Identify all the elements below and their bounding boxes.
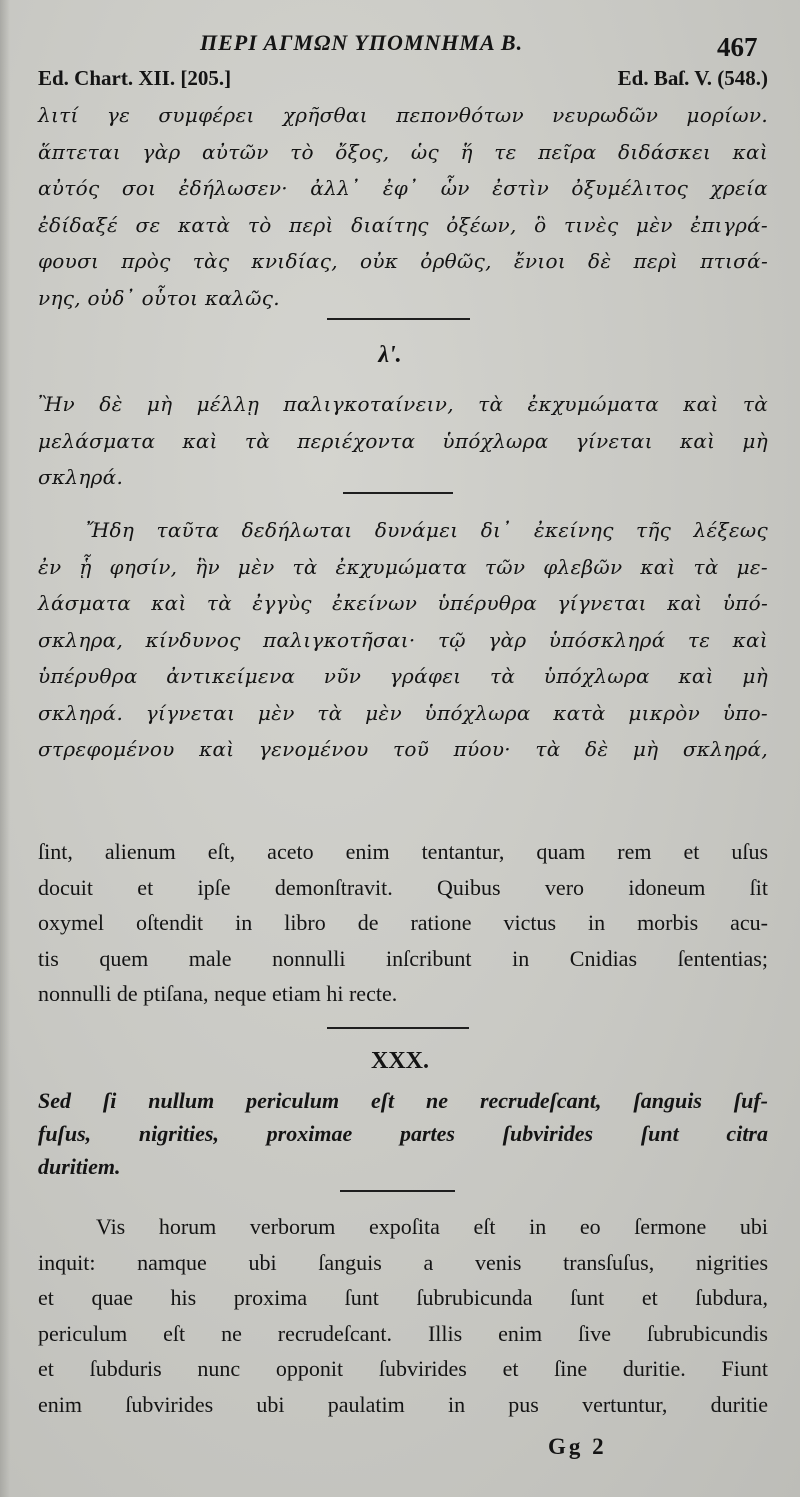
section-divider-rule (327, 318, 470, 320)
greek-paragraph (38, 97, 768, 316)
text-line: Ἢν δὲ μὴ μέλλῃ παλιγκοταίνειν, τὰ ἐκχυμώματα καὶ τὰ (38, 392, 768, 416)
text-line: Sed ſi nullum periculum eſt ne recrudeſcant, ſanguis ſuf- (38, 1088, 768, 1113)
text-line: periculum eſt ne recrudeſcant. Illis enim ſive ſubrubicundis (38, 1320, 768, 1346)
running-title: ΠΕΡΙ ΑΓΜΩΝ ΥΠΟΜΝΗΜΑ Β. (200, 30, 524, 55)
text-line: φουσι πρὸς τὰς κνιδίας, οὐκ ὀρθῶς, ἔνιοι δὲ περὶ πτισά- (38, 249, 768, 273)
latin-commentary (38, 1209, 768, 1422)
latin-section-number: XXX. (371, 1048, 429, 1074)
edition-reference-line (38, 66, 768, 96)
edition-chartier-ref: Ed. Chart. XII. [205.] (38, 66, 232, 90)
lemma-divider-rule (340, 1190, 455, 1192)
page-number: 467 (717, 32, 758, 62)
signature-mark: Gg 2 (548, 1434, 607, 1459)
text-line: docuit et ipſe demonſtravit. Quibus vero idoneum ſit (38, 874, 768, 900)
text-line: αὐτός σοι ἐδήλωσεν· ἀλλ᾽ ἐφ᾽ ὧν ἐστὶν ὀξυμέλιτος χρεία (38, 176, 768, 200)
text-line: σκληρά. (38, 465, 124, 489)
text-line: νης, οὐδ᾽ οὗτοι καλῶς. (38, 285, 280, 310)
text-line: tis quem male nonnulli inſcribunt in Cnidias ſententias; (38, 945, 768, 971)
text-line: Ἤδη ταῦτα δεδήλωται δυνάμει δι᾽ ἐκείνης τῆς λέξεως (86, 518, 768, 542)
text-line: λάσματα καὶ τὰ ἐγγὺς ἐκείνων ὑπέρυθρα γίγνεται καὶ ὑπό- (38, 591, 768, 615)
text-line: nonnulli de ptiſana, neque etiam hi recte. (38, 981, 398, 1006)
text-line: στρεφομένου καὶ γενομένου τοῦ πύου· τὰ δὲ μὴ σκληρά, (38, 737, 768, 761)
text-line: ὑπέρυθρα ἀντικείμενα νῦν γράφει τὰ ὑπόχλωρα καὶ μὴ (38, 664, 768, 688)
text-line: ἐν ᾗ φησίν, ἣν μὲν τὰ ἐκχυμώματα τῶν φλεβῶν καὶ τὰ με- (38, 554, 768, 579)
edition-basel-ref: Ed. Baſ. V. (548.) (617, 66, 768, 90)
text-line: fuſus, nigrities, proximae partes ſubvirides ſunt citra (38, 1121, 768, 1146)
text-line: enim ſubvirides ubi paulatim in pus vertuntur, duritie (38, 1391, 768, 1417)
greek-section-number: λ'. (378, 342, 402, 368)
running-head (0, 30, 800, 64)
page-edge-shadow (0, 0, 10, 1497)
greek-lemma (38, 386, 768, 496)
text-line: et ſubduris nunc opponit ſubvirides et ſine duritie. Fiunt (38, 1356, 768, 1381)
text-line: λιτί γε συμφέρει χρῆσθαι πεπονθότων νευρωδῶν μορίων. (38, 103, 768, 127)
lemma-divider-rule (343, 492, 453, 494)
latin-lemma (38, 1084, 768, 1183)
text-line: inquit: namque ubi ſanguis a venis transſuſus, nigrities (38, 1249, 768, 1275)
text-line: et quae his proxima ſunt ſubrubicunda ſunt et ſubdura, (38, 1285, 768, 1310)
text-line: Vis horum verborum expoſita eſt in eo ſermone ubi (96, 1214, 768, 1239)
section-divider-rule (327, 1027, 469, 1029)
text-line: ἐδίδαξέ σε κατὰ τὸ περὶ διαίτης ὀξέων, ὃ τινὲς μὲν ἐπιγρά- (38, 212, 768, 237)
latin-paragraph (38, 834, 768, 1012)
text-line: ſint, alienum eſt, aceto enim tentantur, quam rem et uſus (38, 839, 768, 864)
text-line: σκληρά. γίγνεται μὲν τὰ μὲν ὑπόχλωρα κατὰ μικρὸν ὑπο- (38, 700, 768, 725)
text-line: ἅπτεται γὰρ αὐτῶν τὸ ὄξος, ὡς ἥ τε πεῖρα διδάσκει καὶ (38, 139, 768, 164)
text-line: duritiem. (38, 1154, 121, 1179)
text-line: σκληρα, κίνδυνος παλιγκοτῆσαι· τῷ γὰρ ὑπόσκληρά τε καὶ (38, 627, 768, 652)
text-line: μελάσματα καὶ τὰ περιέχοντα ὑπόχλωρα γίνεται καὶ μὴ (38, 428, 768, 453)
greek-commentary (38, 512, 768, 768)
text-line: oxymel oſtendit in libro de ratione victus in morbis acu- (38, 910, 768, 935)
